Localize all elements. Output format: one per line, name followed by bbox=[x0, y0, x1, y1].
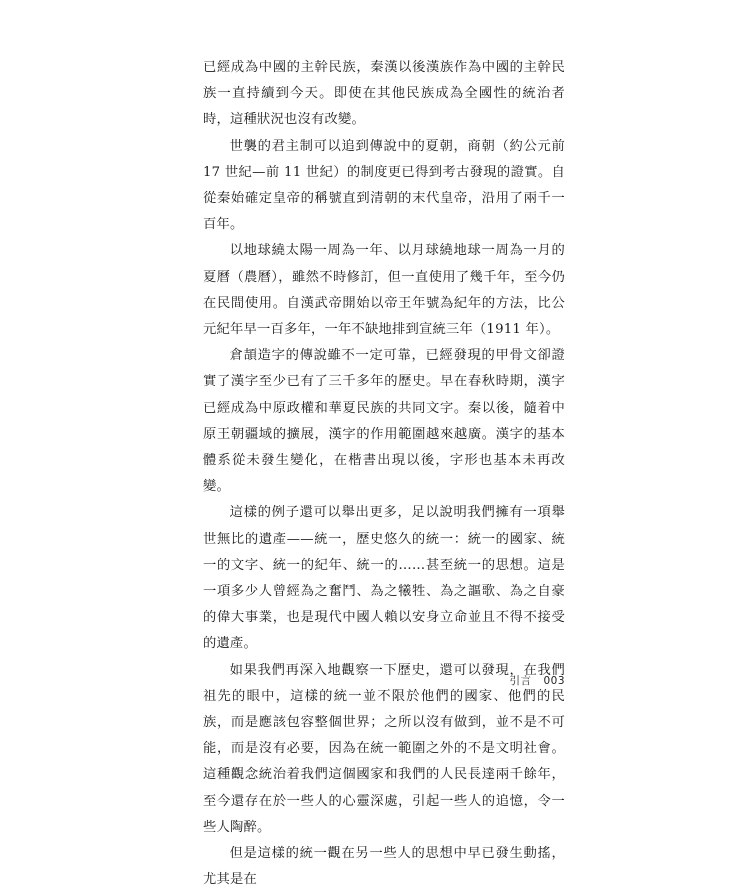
paragraph: 但是這樣的統一觀在另一些人的思想中早已發生動搖，尤其是在 bbox=[203, 846, 565, 888]
paragraph: 倉頡造字的傳說雖不一定可靠，已經發現的甲骨文卻證實了漢字至少已有了三千多年的歷史。早在春秋時期，漢字已經成為中原政權和華夏民族的共同文字。秦以後，隨着中原王朝疆域的擴展，漢字的作用範圍越來越廣。漢字的基本體系從未發生變化，在楷書出現以後，字形也基本未再改變。 bbox=[203, 348, 565, 495]
footer-section-label: 引言 bbox=[509, 675, 532, 687]
paragraph: 世襲的君主制可以追到傳說中的夏朝，商朝（約公元前 17 世紀—前 11 世紀）的制度更已得到考古發現的證實。自從秦始確定皇帝的稱號直到清朝的末代皇帝，沿用了兩千一百年。 bbox=[203, 138, 565, 233]
paragraph: 已經成為中國的主幹民族，秦漢以後漢族作為中國的主幹民族一直持續到今天。即使在其他民族成為全國性的統治者時，這種狀況也沒有改變。 bbox=[203, 60, 565, 128]
paragraph: 這樣的例子還可以舉出更多，足以說明我們擁有一項舉世無比的遺產——統一，歷史悠久的統一：統一的國家、統一的文字、統一的紀年、統一的……甚至統一的思想。這是一項多少人曾經為之奮鬥、為之犧牲、為之謳歌、為之自豪的偉大事業，也是現代中國人賴以安身立命並且不得不接受的遺產。 bbox=[203, 505, 565, 652]
page-body bbox=[203, 55, 565, 894]
page-footer bbox=[203, 673, 565, 688]
paragraph: 以地球繞太陽一周為一年、以月球繞地球一周為一月的夏曆（農曆），雖然不時修訂，但一直使用了幾千年，至今仍在民間使用。自漢武帝開始以帝王年號為紀年的方法，比公元紀年早一百多年，一年不缺地排到宣統三年（1911 年）。 bbox=[203, 243, 565, 338]
paragraph: 如果我們再深入地觀察一下歷史，還可以發現，在我們祖先的眼中，這樣的統一並不限於他們的國家、他們的民族，而是應該包容整個世界；之所以沒有做到，並不是不可能，而是沒有必要，因為在統一範圍之外的不是文明社會。這種觀念統治着我們這個國家和我們的人民長達兩千餘年，至今還存在於一些人的心靈深處，引起一些人的追憶，令一些人陶醉。 bbox=[203, 662, 565, 835]
footer-page-number: 003 bbox=[543, 675, 565, 687]
